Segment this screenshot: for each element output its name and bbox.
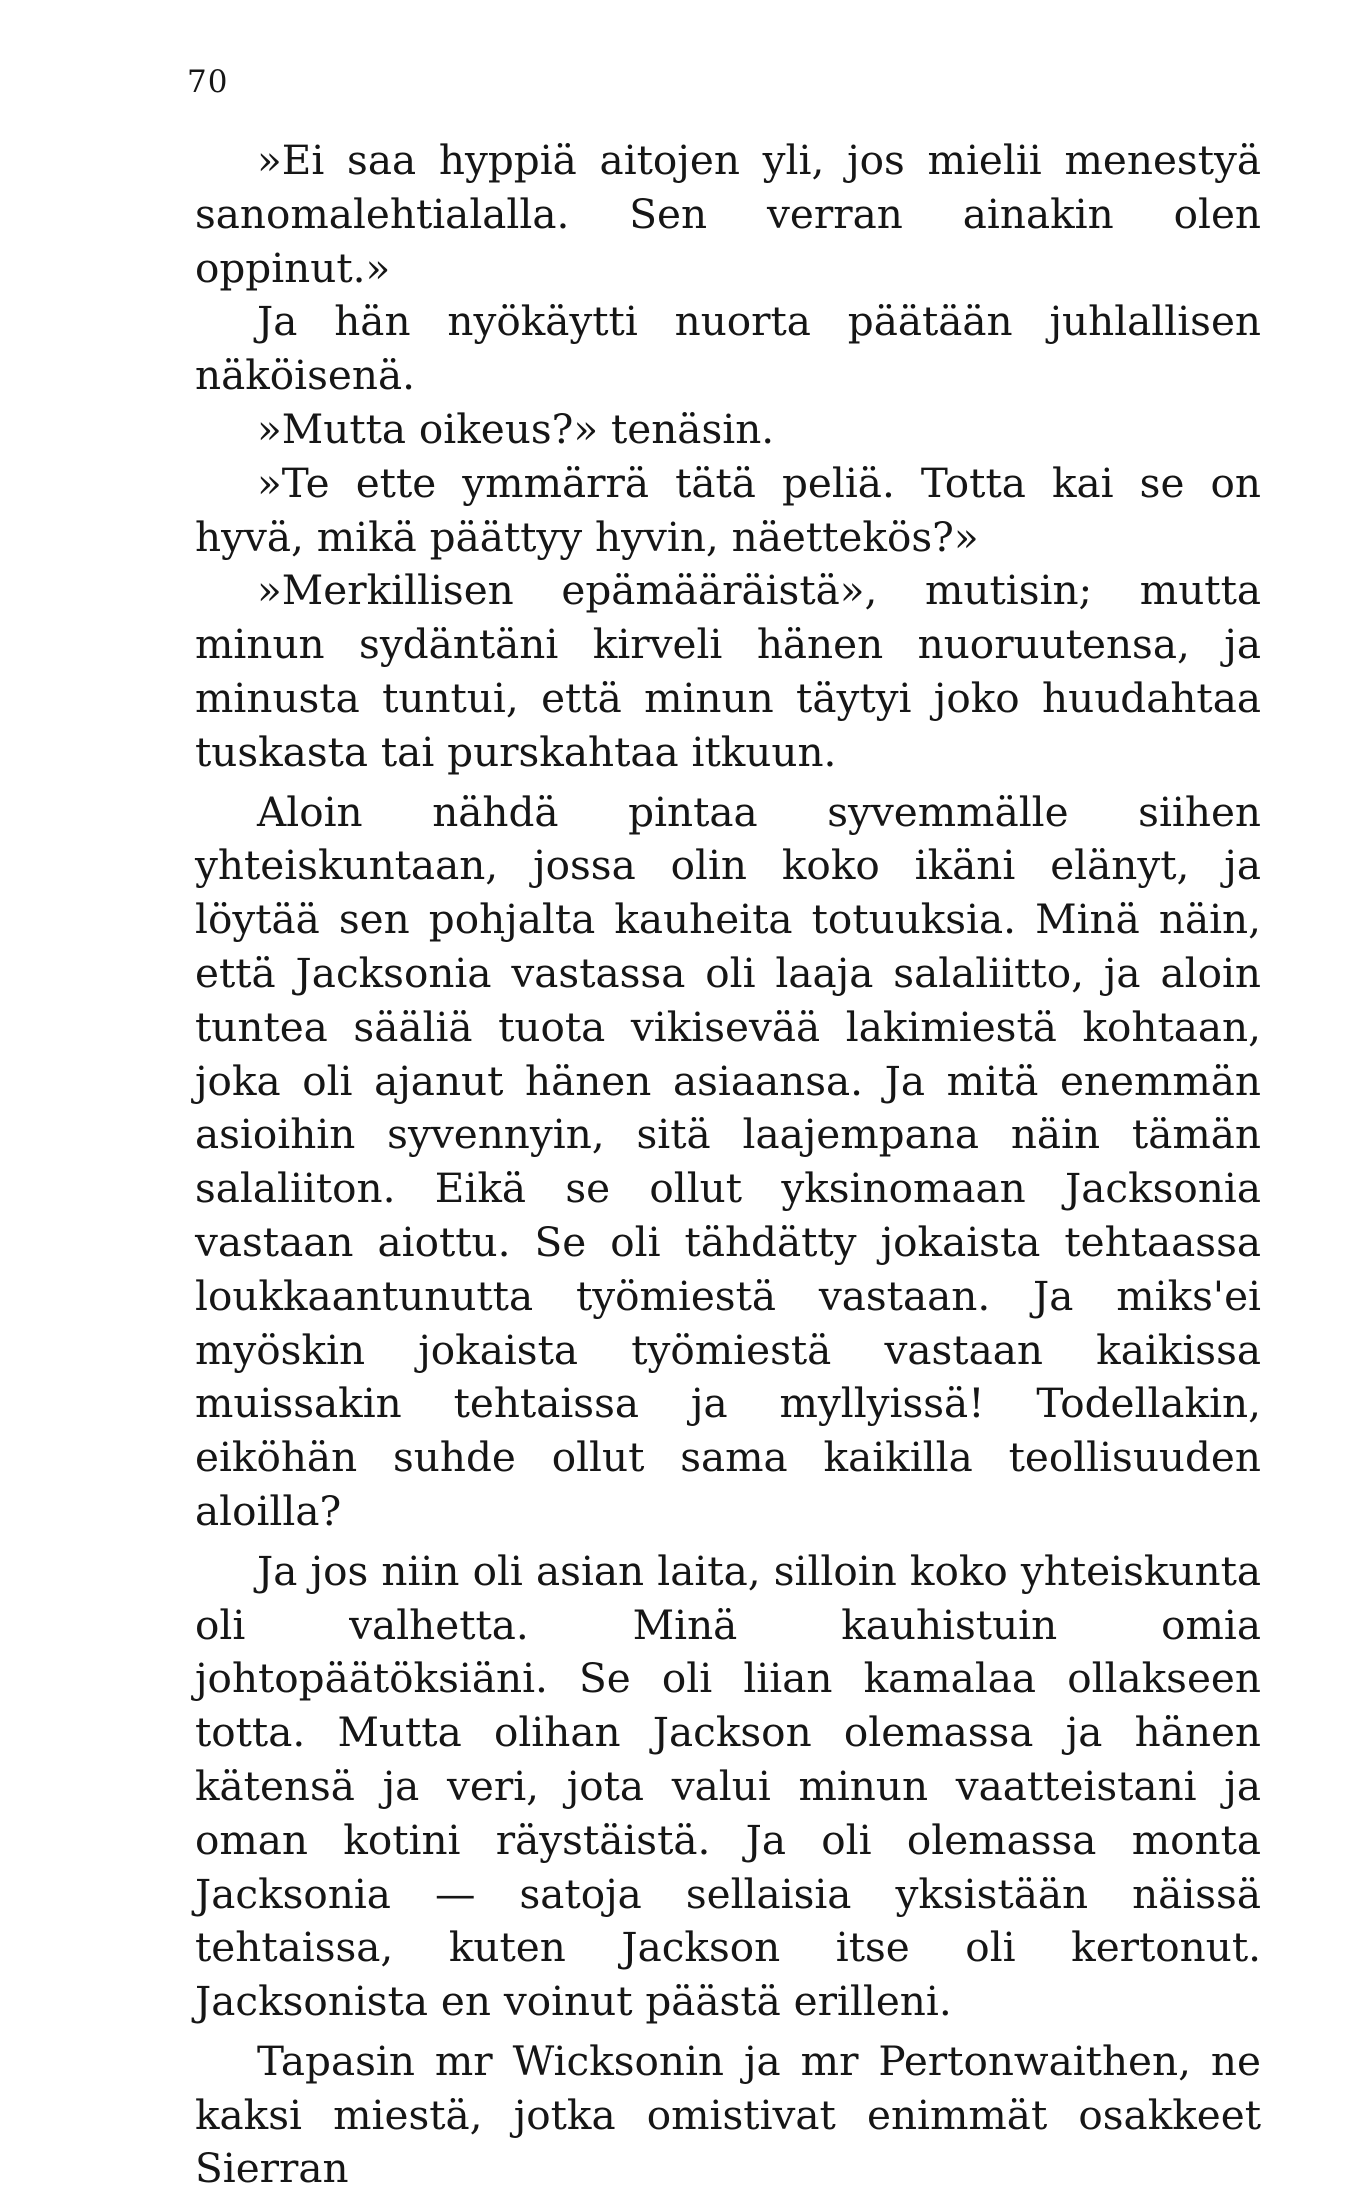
paragraph: Ja jos niin oli asian laita, silloin koko yhteiskunta oli valhetta. Minä kauhistuin omia johtopäätöksiäni. Se oli liian kamalaa ollakseen totta. Mutta olihan Jackson olemassa ja hänen kätensä ja veri, jota valui minun vaatteistani ja oman kotini räystäistä. Ja oli olemassa monta Jacksonia — satoja sellaisia yksistään näissä tehtaissa, kuten Jackson itse oli kertonut. Jacksonista en voinut päästä erilleni. (195, 1546, 1261, 2026)
paragraph: »Te ette ymmärrä tätä peliä. Totta kai se on hyvä, mikä päättyy hyvin, näettekös?» (195, 458, 1261, 561)
paragraph: Tapasin mr Wicksonin ja mr Pertonwaithen, ne kaksi miestä, jotka omistivat enimmät osakkeet Sierran (195, 2036, 1261, 2193)
body-text (195, 134, 1261, 2196)
paragraph: »Merkillisen epämääräistä», mutisin; mutta minun sydäntäni kirveli hänen nuoruutensa, ja minusta tuntui, että minun täytyi joko huudahtaa tuskasta tai purskahtaa itkuun. (195, 566, 1261, 776)
page-number: 70 (187, 64, 229, 100)
paragraph: Ja hän nyökäytti nuorta päätään juhlallisen näköisenä. (195, 297, 1261, 400)
paragraph: Aloin nähdä pintaa syvemmälle siihen yhteiskuntaan, jossa olin koko ikäni elänyt, ja löytää sen pohjalta kauheita totuuksia. Minä näin, että Jacksonia vastassa oli laaja salaliitto, ja aloin tuntea sääliä tuota vikisevää lakimiestä kohtaan, joka oli ajanut hänen asiaansa. Ja mitä enemmän asioihin syvennyin, sitä laajempana näin tämän salaliiton. Eikä se ollut yksinomaan Jacksonia vastaan aiottu. Se oli tähdätty jokaista tehtaassa loukkaantunutta työmiestä vastaan. Ja miks'ei myöskin jokaista työmiestä vastaan kaikissa muissakin tehtaissa ja myllyissä! Todellakin, eiköhän suhde ollut sama kaikilla teollisuuden aloilla? (195, 787, 1261, 1535)
paragraph: »Mutta oikeus?» tenäsin. (257, 404, 775, 453)
paragraph: »Ei saa hyppiä aitojen yli, jos mielii menestyä sanomalehtialalla. Sen verran ainakin olen oppinut.» (195, 136, 1261, 292)
